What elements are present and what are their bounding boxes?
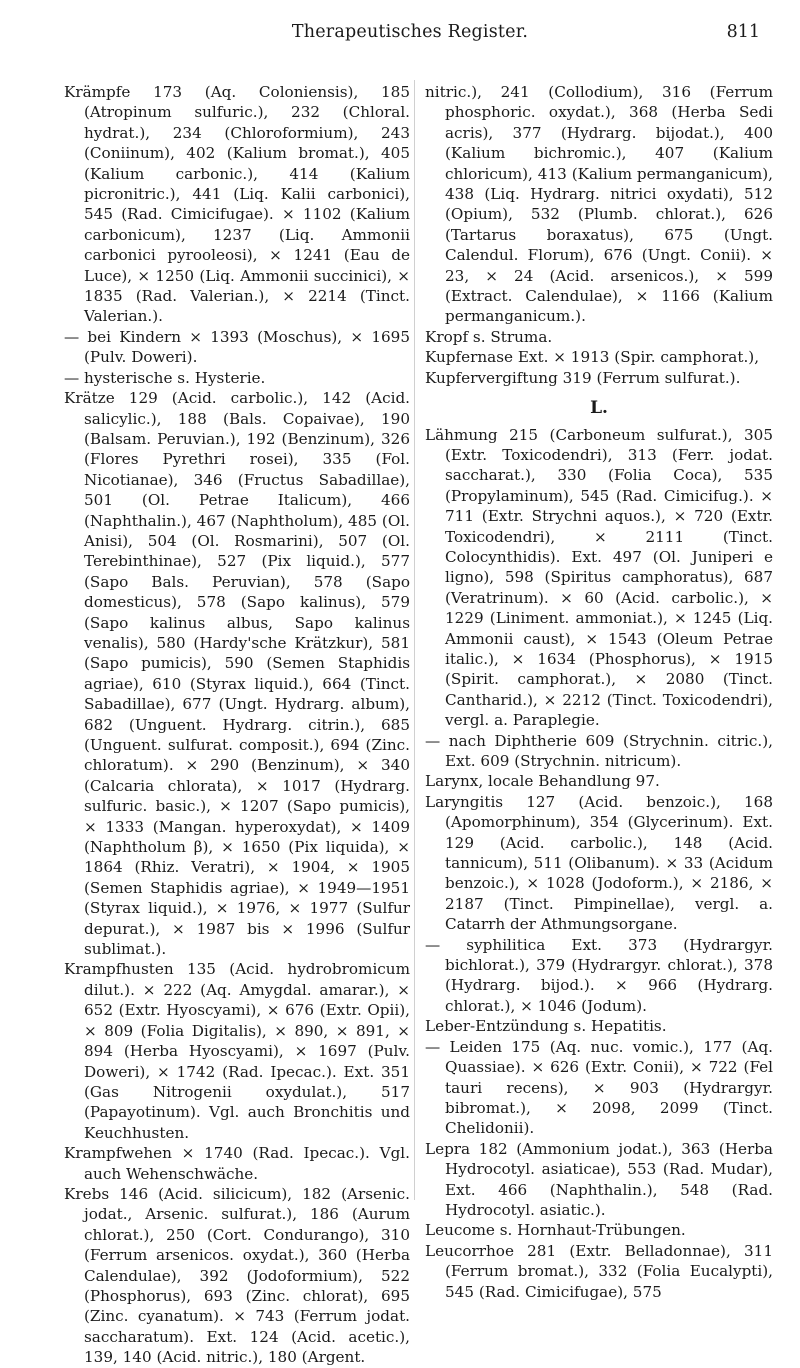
running-title: Therapeutisches Register. [291,22,529,42]
right-column [425,82,773,1302]
index-entry-kraempfe-hysterische: — hysterische s. Hysterie. [64,368,266,387]
index-entry-laryngitis: Laryngitis 127 (Acid. benzoic.), 168 (Apomorphinum), 354 (Glycerinum). Ext. 129 (Acid. carbolic.), 148 (Acid. tannicum), 511 (Olibanum). × 33 (Acidum benzoic.), × 1028 (Jodoform.), × 2186, × 2187 (Tinct. Pimpinellae), vergl. a. Catarrh der Athmungsorgane. [425,792,773,934]
section-heading-l: L. [590,398,608,419]
index-entry-kraempfe: Krämpfe 173 (Aq. Coloniensis), 185 (Atropinum sulfuric.), 232 (Chloral. hydrat.), 234 (Chloroformium), 243 (Coniinum), 402 (Kalium bromat.), 405 (Kalium carbonic.), 414 (Kalium picronitric.), 441 (Liq. Kalii carbonici), 545 (Rad. Cimicifugae). × 1102 (Kalium carbonicum), 1237 (Liq. Ammonii carbonici pyrooleosi), × 1241 (Eau de Luce), × 1250 (Liq. Ammonii succinici), × 1835 (Rad. Valerian.), × 2214 (Tinct. Valerian.). [64,83,410,326]
column-divider [414,80,415,1200]
index-entry-krampfhusten: Krampfhusten 135 (Acid. hydrobromicum dilut.). × 222 (Aq. Amygdal. amarar.), × 652 (Extr. Hyoscyami), × 676 (Extr. Opii), × 809 (Folia Digitalis), × 890, × 891, × 894 (Herba Hyoscyami), × 1697 (Pulv. Doweri), × 1742 (Rad. Ipecac.). Ext. 351 (Gas Nitrogenii oxydulat.), 517 (Papayotinum). Vgl. auch Bronchitis und Keuchhusten. [64,960,410,1142]
index-entry-laehmung: Lähmung 215 (Carboneum sulfurat.), 305 (Extr. Toxicodendri), 313 (Ferr. jodat. saccharat.), 330 (Folia Coca), 535 (Propylaminum), 545 (Rad. Cimicifug.). × 711 (Extr. Strychni aquos.), × 720 (Extr. Toxicodendri), × 2111 (Tinct. Colocynthidis). Ext. 497 (Ol. Juniperi e ligno), 598 (Spiritus camphoratus), 687 (Veratrinum). × 60 (Acid. carbolic.), × 1229 (Liniment. ammoniat.), × 1245 (Liq. Ammonii caust), × 1543 (Oleum Petrae italic.), × 1634 (Phosphorus), × 1915 (Spirit. camphorat.), × 2080 (Tinct. Cantharid.), × 2212 (Tinct. Toxicodendri), vergl. a. Paraplegie. [425,425,773,730]
index-entry-larynx: Larynx, locale Behandlung 97. [425,772,660,791]
index-entry-kropf: Kropf s. Struma. [425,327,553,346]
index-entry-krampfwehen: Krampfwehen × 1740 (Rad. Ipecac.). Vgl. auch Wehenschwäche. [64,1144,410,1183]
index-entry-leber-entzuendung: Leber-Entzündung s. Hepatitis. [425,1017,667,1036]
index-entry-leucorrhoe: Leucorrhoe 281 (Extr. Belladonnae), 311 (Ferrum bromat.), 332 (Folia Eucalypti), 545 (Rad. Cimicifugae), 575 [425,1241,773,1301]
index-entry-laehmung-diphtherie: — nach Diphtherie 609 (Strychnin. citric.), Ext. 609 (Strychnin. nitricum). [425,731,773,770]
index-entry-lepra: Lepra 182 (Ammonium jodat.), 363 (Herba Hydrocotyl. asiaticae), 553 (Rad. Mudar), Ext. 466 (Naphthalin.), 548 (Rad. Hydrocotyl. asiatic.). [425,1139,773,1219]
index-entry-leber-leiden: — Leiden 175 (Aq. nuc. vomic.), 177 (Aq. Quassiae). × 626 (Extr. Conii), × 722 (Fel tauri recens), × 903 (Hydrargyr. bibromat.), × 2098, 2099 (Tinct. Chelidonii). [425,1037,773,1138]
page-header [60,22,760,52]
index-entry-kraetze: Krätze 129 (Acid. carbolic.), 142 (Acid. salicylic.), 188 (Bals. Copaivae), 190 (Balsam. Peruvian.), 192 (Benzinum), 326 (Flores Pyrethri rosei), 335 (Fol. Nicotianae), 346 (Fructus Sabadillae), 501 (Ol. Petrae Italicum), 466 (Naphthalin.), 467 (Naphtholum), 485 (Ol. Anisi), 504 (Ol. Rosmarini), 507 (Ol. Terebinthinae), 527 (Pix liquid.), 577 (Sapo Bals. Peruvian), 578 (Sapo domesticus), 578 (Sapo kalinus), 579 (Sapo kalinus albus, Sapo kalinus venalis), 580 (Hardy'sche Krätzkur), 581 (Sapo pumicis), 590 (Semen Staphidis agriae), 610 (Styrax liquid.), 664 (Tinct. Sabadillae), 677 (Ungt. Hydrarg. album), 682 (Unguent. Hydrarg. citrin.), 685 (Unguent. sulfurat. composit.), 694 (Zinc. chloratum). × 290 (Benzinum), × 340 (Calcaria chlorata), × 1017 (Hydrarg. sulfuric. basic.), × 1207 (Sapo pumicis), × 1333 (Mangan. hyperoxydat), × 1409 (Naphtholum β), × 1650 (Pix liquida), × 1864 (Rhiz. Veratri), × 1904, × 1905 (Semen Staphidis agriae), × 1949—1951 (Styrax liquid.), × 1976, × 1977 (Sulfur depurat.), × 1987 bis × 1996 (Sulfur sublimat.). [64,389,410,959]
left-column [64,82,410,1368]
index-entry-kupfervergiftung: Kupfervergiftung 319 (Ferrum sulfurat.). [425,368,741,387]
index-entry-krebs-continued: nitric.), 241 (Collodium), 316 (Ferrum phosphoric. oxydat.), 368 (Herba Sedi acris), 377 (Hydrarg. bijodat.), 400 (Kalium bichromic.), 407 (Kalium chloricum), 413 (Kalium permanganicum), 438 (Liq. Hydrarg. nitrici oxydati), 512 (Opium), 532 (Plumb. chlorat.), 626 (Tartarus boraxatus), 675 (Ungt. Calendul. Florum), 676 (Ungt. Conii). × 23, × 24 (Acid. arsenicos.), × 599 (Extract. Calendulae), × 1166 (Kalium permanganicum.). [425,83,773,326]
index-entry-kraempfe-kinder: — bei Kindern × 1393 (Moschus), × 1695 (Pulv. Doweri). [64,327,410,367]
page-number: 811 [726,22,760,42]
index-entry-kupfernase: Kupfernase Ext. × 1913 (Spir. camphorat.), [425,348,760,367]
index-entry-leucome: Leucome s. Hornhaut-Trübungen. [425,1221,686,1240]
index-entry-krebs: Krebs 146 (Acid. silicicum), 182 (Arsenic. jodat., Arsenic. sulfurat.), 186 (Aurum chlorat.), 250 (Cort. Condurango), 310 (Ferrum arsenicos. oxydat.), 360 (Herba Calendulae), 392 (Jodoformium), 522 (Phosphorus), 693 (Zinc. chlorat), 695 (Zinc. cyanatum). × 743 (Ferrum jodat. saccharatum). Ext. 124 (Acid. acetic.), 139, 140 (Acid. nitric.), 180 (Argent. [64,1184,410,1367]
index-entry-laryngitis-syphilitica: — syphilitica Ext. 373 (Hydrargyr. bichlorat.), 379 (Hydrargyr. chlorat.), 378 (Hydrarg. bijod.). × 966 (Hydrarg. chlorat.), × 1046 (Jodum). [425,935,773,1015]
